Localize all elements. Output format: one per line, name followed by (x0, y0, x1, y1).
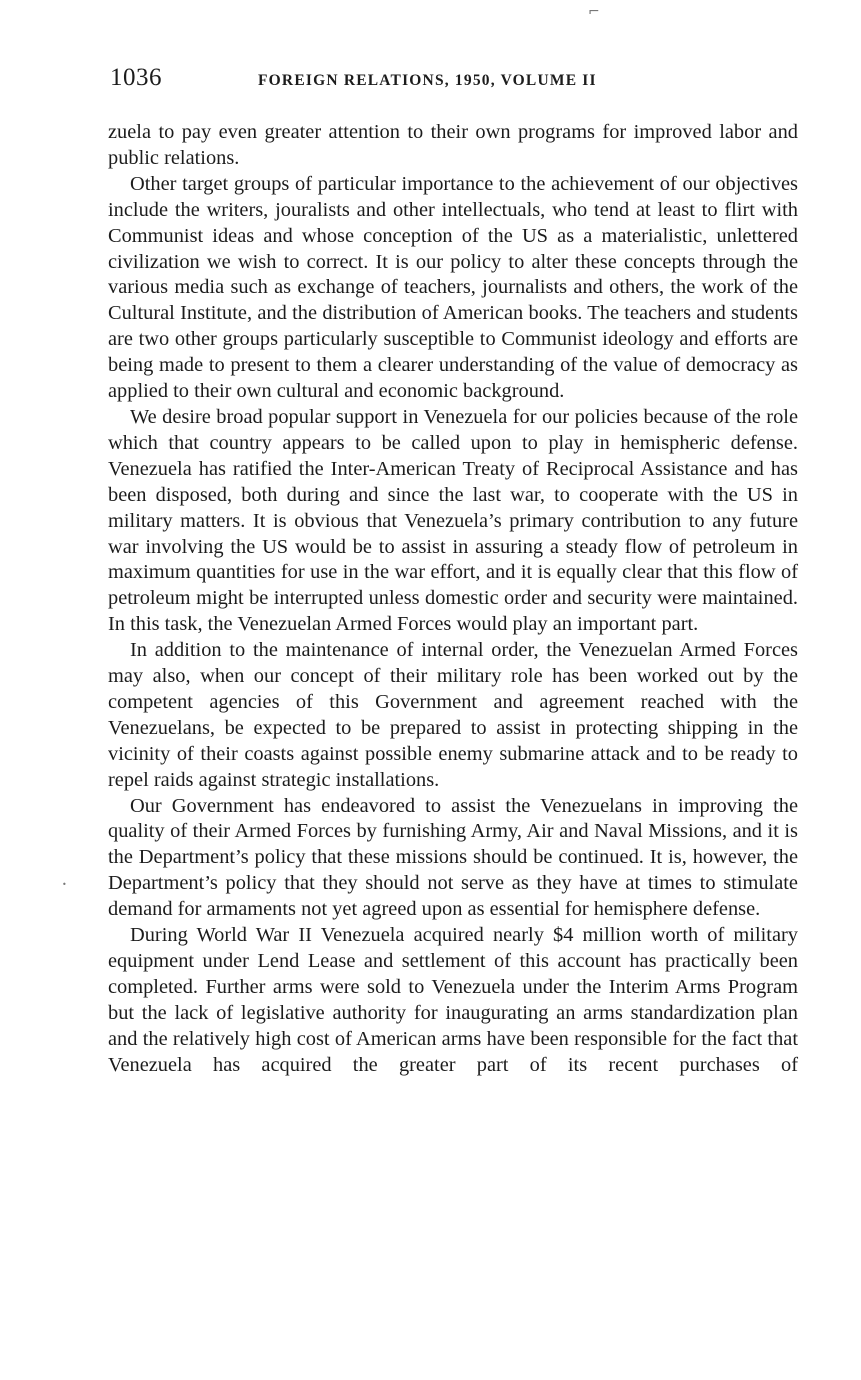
paragraph-popular-support: We desire broad popular support in Venezuela for our policies because of the role which that country appears to be called upon to play in hemispheric defense. Venezuela has ratified the Inter-American Treaty of Reciprocal Assistance and has been disposed, both during and since the last war, to cooperate with the US in military matters. It is obvious that Venezuela’s primary contribution to any future war involving the US would be to assist in assuring a steady flow of petroleum in maximum quantities for use in the war effort, and it is equally clear that this flow of petroleum might be interrupted unless domestic order and security were maintained. In this task, the Venezuelan Armed Forces would play an important part. (108, 405, 798, 636)
scan-dot: • (62, 880, 67, 889)
paragraph-lend-lease: During World War II Venezuela acquired nearly $4 million worth of military equipment under Lend Lease and settlement of this account has practically been completed. Further arms were sold to Venezuela under the Interim Arms Program but the lack of legislative authority for inaugurating an arms standardization plan and the relatively high cost of American arms have been responsible for the fact that Venezuela has acquired the greater part of its recent purchases of (108, 924, 798, 1076)
page-number: 1036 (110, 64, 162, 91)
paragraph-continued: zuela to pay even greater attention to their own programs for improved labor and public relations. (108, 121, 798, 169)
paragraph-missions: Our Government has endeavored to assist the Venezuelans in improving the quality of their Armed Forces by furnishing Army, Air and Naval Missions, and it is the Department’s policy that these missions should be continued. It is, however, the Department’s policy that they should not serve as they have at times to stimulate demand for armaments not yet agreed upon as essential for hemisphere defense. (108, 794, 798, 921)
paragraph-target-groups: Other target groups of particular importance to the achievement of our objectives include the writers, jouralists and other intellectuals, who tend at least to flirt with Communist ideas and whose conception of the US as a materialistic, unlettered civilization we wish to correct. It is our policy to alter these concepts through the various media such as exchange of teachers, journalists and others, the work of the Cultural Institute, and the distribution of American books. The teachers and students are two other groups particularly susceptible to Communist ideology and efforts are being made to present to them a clearer understanding of the value of democracy as applied to their own cultural and economic background. (108, 172, 798, 403)
body-text (108, 120, 798, 1079)
page-header (110, 64, 800, 98)
running-head: FOREIGN RELATIONS, 1950, VOLUME II (258, 72, 597, 89)
scan-speck: ⌐ (588, 4, 600, 20)
paragraph-armed-forces: In addition to the maintenance of internal order, the Venezuelan Armed Forces may also, when our concept of their military role has been worked out by the competent agencies of this Government and agreement reached with the Venezuelans, be expected to be prepared to assist in protecting shipping in the vicinity of their coasts against possible enemy submarine attack and to be ready to repel raids against strategic installations. (108, 639, 798, 791)
